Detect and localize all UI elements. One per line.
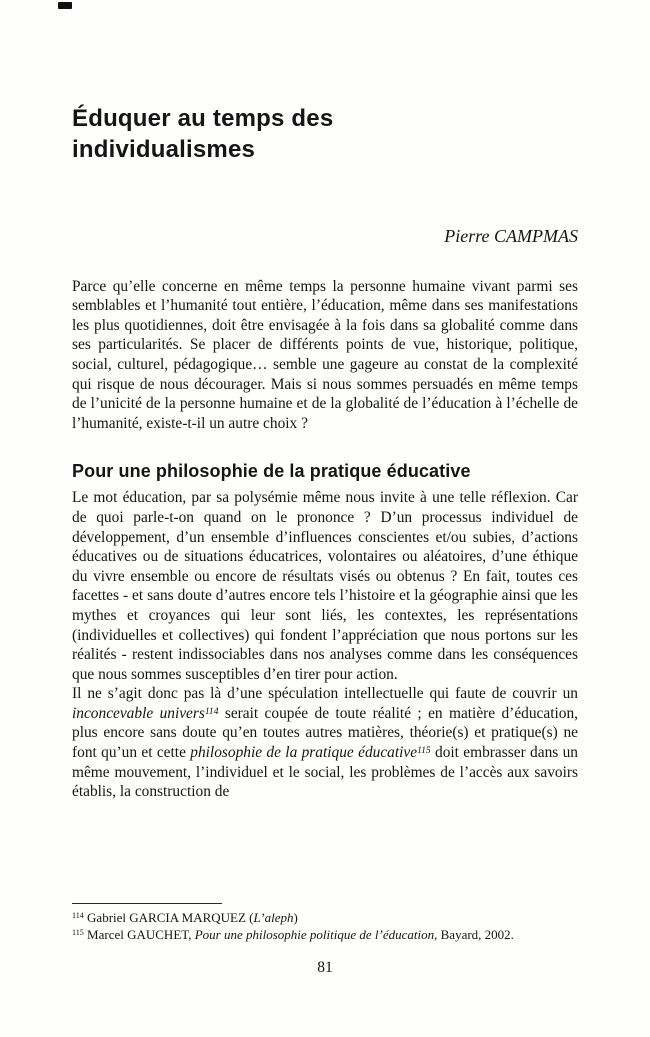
scan-artifact [58, 2, 72, 9]
page-title-line-2: individualismes [72, 135, 256, 163]
footnote-114: $^{114}$ Gabriel GARCIA MARQUEZ (L’aleph) [72, 910, 298, 925]
body-paragraph-3: Il ne s’agit donc pas là d’une spéculation intellectuelle qui faute de couvrir un inconcevable univers$^{114}$ serait coupée de toute réalité ; en matière d’éducation, plus encore sans doute qu’en toutes autres matières, théorie(s) et pratique(s) ne font qu’un et cette philosophie de la pratique éducative$^{115}$ doit embrasser dans un même mouvement, l’individuel et le social, les problèmes de l’accès aux savoirs établis, la construction de [72, 685, 578, 801]
footnote-115: $^{115}$ Marcel GAUCHET, Pour une philosophie politique de l’éducation, Bayard, 2002. [72, 926, 514, 942]
footnote-block [72, 903, 578, 943]
body-paragraph-2: Le mot éducation, par sa polysémie même nous invite à une telle réflexion. Car de quoi parle-t-on quand on le prononce ? D’un processus individuel de développement, d’un ensemble d’influences conscientes et/ou subies, d’actions éducatives ou de situations éducatrices, volontaires ou aléatoires, d’une éthique du vivre ensemble ou encore de résultats visés ou obtenus ? En fait, toutes ces facettes - et sans doute d’autres encore tels l’histoire et la géographie ainsi que les mythes et croyances qui leur sont liés, les contextes, les représentations (individuelles et collectives) qui fondent l’appréciation que nous portons sur les réalités - restent indissociables dans nos analyses comme dans les conséquences que nous sommes susceptibles d’en tirer pour action. [72, 489, 578, 683]
page-title-line-1: Éduquer au temps des [72, 105, 334, 133]
blank-space [72, 802, 578, 903]
page-title [72, 104, 578, 165]
section-heading: Pour une philosophie de la pratique éducative [72, 461, 471, 482]
author-name: Pierre CAMPMAS [444, 225, 578, 246]
footnote-divider [72, 903, 222, 904]
intro-paragraph: Parce qu’elle concerne en même temps la personne humaine vivant parmi ses semblables et l’humanité tout entière, l’éducation, même dans ses manifestations les plus quotidiennes, doit être envisagée à la fois dans sa globalité comme dans ses particularités. Se placer de différents points de vue, historique, politique, social, culturel, pédagogique… semble une gageure au constat de la complexité qui risque de nous décourager. Mais si nous sommes persuadés en même temps de l’unicité de la personne humaine et de la globalité de l’éducation à l’échelle de l’humanité, existe-t-il un autre choix ? [72, 277, 578, 432]
page-number: 81 [317, 959, 333, 976]
